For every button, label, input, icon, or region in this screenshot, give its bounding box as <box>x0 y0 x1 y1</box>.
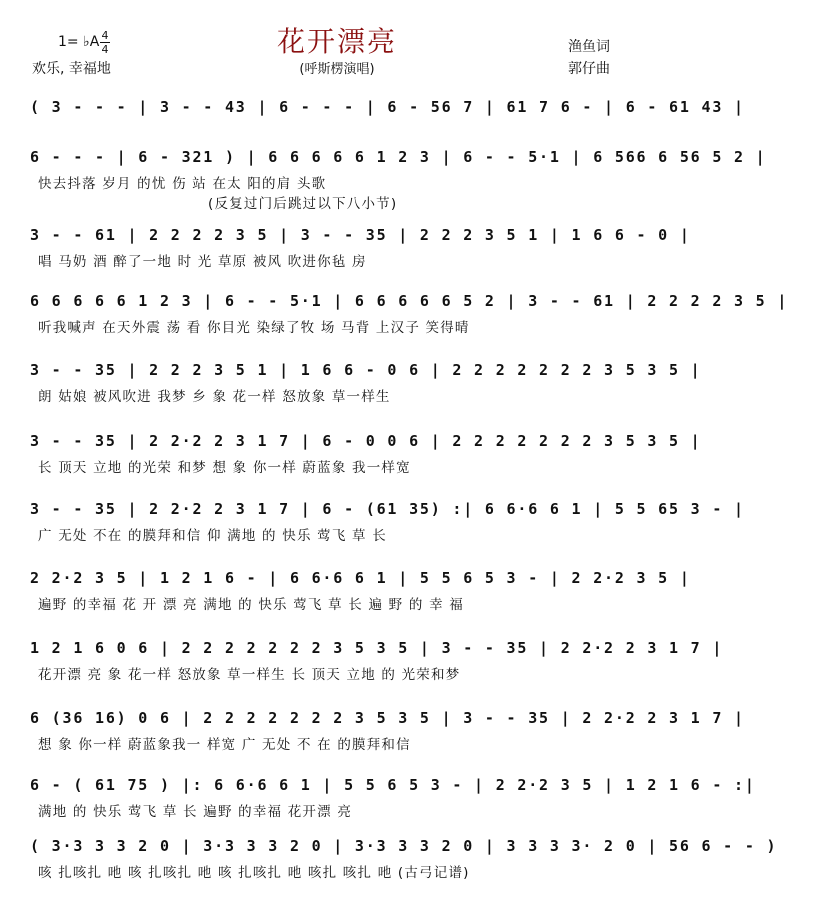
notation-line: 3 - - 61 | 2 2 2 2 3 5 | 3 - - 35 | 2 2 2 3 5 1 | 1 6 6 - 0 | <box>30 226 691 244</box>
notation-line: 6 6 6 6 6 1 2 3 | 6 - - 5·1 | 6 6 6 6 6 5 2 | 3 - - 61 | 2 2 2 2 3 5 | <box>30 292 789 310</box>
time-signature <box>100 30 110 55</box>
lyric-line: 广 无处 不在 的膜拜和信 仰 满地 的 快乐 莺飞 草 长 <box>38 528 387 544</box>
notation-line: 2 2·2 3 5 | 1 2 1 6 - | 6 6·6 6 1 | 5 5 6 5 3 - | 2 2·2 3 5 | <box>30 569 691 587</box>
lyric-line: 听我喊声 在天外震 荡 看 你目光 染绿了牧 场 马背 上汉子 笑得晴 <box>38 320 470 336</box>
notation-line: 3 - - 35 | 2 2·2 2 3 1 7 | 6 - (61 35) :| 6 6·6 6 1 | 5 5 65 3 - | <box>30 500 745 518</box>
notation-line: 6 - ( 61 75 ) |: 6 6·6 6 1 | 5 5 6 5 3 - | 2 2·2 3 5 | 1 2 1 6 - :| <box>30 776 756 794</box>
lyric-line: 唱 马奶 酒 醉了一地 时 光 草原 被风 吹进你毡 房 <box>38 254 367 270</box>
notation-line: ( 3·3 3 3 2 0 | 3·3 3 3 2 0 | 3·3 3 3 2 0 | 3 3 3 3· 2 0 | 56 6 - - ) <box>30 837 778 855</box>
lyric-line: 朗 姑娘 被风吹进 我梦 乡 象 花一样 怒放象 草一样生 <box>38 389 391 405</box>
lyric-line <box>30 124 652 144</box>
lyric-line: 咳 扎咳扎 吔 咳 扎咳扎 吔 咳 扎咳扎 吔 咳扎 咳扎 吔 (古弓记谱) <box>38 865 470 881</box>
time-signature-top: 4 <box>101 29 109 42</box>
time-signature-bottom: 4 <box>101 43 109 56</box>
lyric-line: 满地 的 快乐 莺飞 草 长 遍野 的幸福 花开漂 亮 <box>38 804 353 820</box>
notation-line: 6 - - - | 6 - 321 ) | 6 6 6 6 6 1 2 3 | 6 - - 5·1 | 6 566 6 56 5 2 | <box>30 148 767 166</box>
lyric-line: 花开漂 亮 象 花一样 怒放象 草一样生 长 顶天 立地 的 光荣和梦 <box>38 667 461 683</box>
performance-style: 欢乐, 幸福地 <box>32 61 111 77</box>
song-title: 花开漂亮 <box>276 25 397 58</box>
lyric-line: 想 象 你一样 蔚蓝象我一 样宽 广 无处 不 在 的膜拜和信 <box>38 737 411 753</box>
notation-line: 6 (36 16) 0 6 | 2 2 2 2 2 2 2 3 5 3 5 | 3 - - 35 | 2 2·2 2 3 1 7 | <box>30 709 745 727</box>
key-signature: 1= ♭A <box>58 34 100 50</box>
lyric-line: 长 顶天 立地 的光荣 和梦 想 象 你一样 蔚蓝象 我一样宽 <box>38 460 411 476</box>
lyric-line: 快去抖落 岁月 的忧 伤 站 在太 阳的肩 头歌 <box>38 176 327 192</box>
lyric-note: (反复过门后跳过以下八小节) <box>208 196 398 212</box>
lyric-line: 遍野 的幸福 花 开 漂 亮 满地 的 快乐 莺飞 草 长 遍 野 的 幸 福 <box>38 597 464 613</box>
singer-credit: (呼斯楞演唱) <box>299 62 375 77</box>
notation-line: 1 2 1 6 0 6 | 2 2 2 2 2 2 2 3 5 3 5 | 3 - - 35 | 2 2·2 2 3 1 7 | <box>30 639 724 657</box>
composer-credit: 郭仔曲 <box>568 61 610 77</box>
lyricist-credit: 渔鱼词 <box>568 39 610 55</box>
notation-line: 3 - - 35 | 2 2·2 2 3 1 7 | 6 - 0 0 6 | 2 2 2 2 2 2 2 3 5 3 5 | <box>30 432 702 450</box>
notation-line: 3 - - 35 | 2 2 2 3 5 1 | 1 6 6 - 0 6 | 2 2 2 2 2 2 2 3 5 3 5 | <box>30 361 702 379</box>
notation-line: ( 3 - - - | 3 - - 43 | 6 - - - | 6 - 56 7 | 61 7 6 - | 6 - 61 43 | <box>30 98 745 116</box>
